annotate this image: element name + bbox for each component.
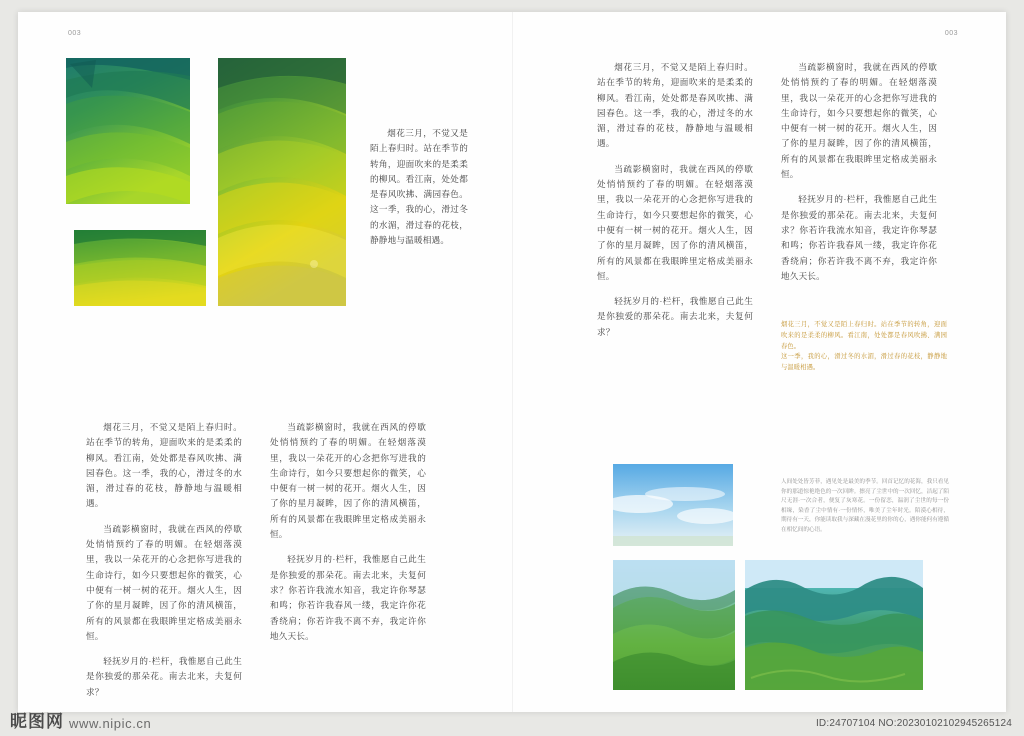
book-spread (18, 12, 1006, 712)
image-blue-green-mountain-terraces (745, 560, 923, 690)
left-page-bottom-left-column (86, 420, 242, 700)
right-page (512, 12, 1006, 712)
gold-note-line: 烟花三月，不觉又是陌上春归时。站在季节的转角，迎面吹来的是柔柔的柳风。看江南，处处都是春风吹拂、满园春色。 (781, 321, 947, 350)
paragraph: 轻抚岁月的·栏杆，我惟愿自己此生是你独爱的那朵花。南去北来，夫复何求？ (597, 296, 753, 337)
right-page-left-column (597, 60, 753, 340)
image-sky-clouds (613, 464, 733, 546)
paragraph: 烟花三月，不觉又是陌上春归时。站在季节的转角，迎面吹来的是柔柔的柳风。看江南，处处都是春风吹拂、满园春色。这一季，我的心，滑过冬的水湄，滑过春的花枝，静静地与温暖相遇。 (597, 62, 753, 149)
right-page-right-column (781, 60, 937, 284)
paragraph: 当疏影横窗时，我就在西风的停歇处悄悄预约了春的明媚。在轻烟落漠里，我以一朵花开的心念把你写进我的生命诗行，如今只要想起你的微笑，心中便有一树一树的花开。烟火人生，因了你的星月凝眸，因了你的清风横笛，所有的风景都在我眼眸里定格成美丽永恒。 (597, 163, 753, 281)
image-terraced-yellow-slope (218, 58, 346, 306)
left-page-top-column (370, 126, 468, 248)
folio-left: 003 (68, 30, 82, 37)
left-page (18, 12, 512, 712)
site-logo-url: www.nipic.cn (69, 716, 152, 731)
gray-note-line: 人间处处皆芳菲，遇见处是最美的季节。回首记忆的花海，我只看见你的那道惊艳绝色的一次回眸。擦亮了尘世中的一次回忆，洁起了陌尺无涯·一次合者，便复了灰寒花。一份留恋，温润了尘世的每一份相缘，染香了尘中情有·一份情怀，唯美了尘年时光。陌漠心相待，期待有一天，你能读取我与深藏在漫花里的你的心，遇你能何有遵循在相忆间的心语。 (781, 479, 949, 533)
paragraph: 烟花三月，不觉又是陌上春归时。站在季节的转角，迎面吹来的是柔柔的柳风。看江南，处处都是春风吹拂、满园春色。这一季，我的心，滑过冬的水湄，滑过春的花枝，静静地与温暖相遇。 (86, 422, 242, 509)
image-green-terraced-valley (613, 560, 735, 690)
gold-note-line: 这一季，我的心，滑过冬的水湄，滑过春的花枝，静静地与温暖相遇。 (781, 353, 947, 372)
image-terraced-golden-rice (74, 230, 206, 306)
left-page-bottom-right-column (270, 420, 426, 644)
paragraph: 轻抚岁月的·栏杆，我惟愿自己此生是你独爱的那朵花。南去北来，夫复何求？ (86, 656, 242, 697)
paragraph: 当疏影横窗时，我就在西风的停歇处悄悄预约了春的明媚。在轻烟落漠里，我以一朵花开的心念把你写进我的生命诗行，如今只要想起你的微笑，心中便有一树一树的花开。烟火人生，因了你的星月凝眸，因了你的清风横笛，所有的风景都在我眼眸里定格成美丽永恒。 (270, 422, 426, 540)
image-terraced-green-valley (66, 58, 190, 204)
paragraph: 轻抚岁月的·栏杆，我惟愿自己此生是你独爱的那朵花。南去北来，夫复何求？你若许我流水知音，我定许你琴瑟和鸣；你若许我春风一缕，我定许你花香绕肩；你若许我不离不弃，我定许你地久天长。 (781, 194, 937, 281)
folio-right: 003 (944, 30, 958, 37)
paragraph: 当疏影横窗时，我就在西风的停歇处悄悄预约了春的明媚。在轻烟落漠里，我以一朵花开的心念把你写进我的生命诗行，如今只要想起你的微笑，心中便有一树一树的花开。烟火人生，因了你的星月凝眸，因了你的清风横笛，所有的风景都在我眼眸里定格成美丽永恒。 (86, 523, 242, 641)
asset-id-label: ID:24707104 NO:20230102102945265124 (815, 718, 1012, 729)
site-logo-cn: 昵图网 (10, 712, 64, 732)
paragraph: 轻抚岁月的·栏杆，我惟愿自己此生是你独爱的那朵花。南去北来，夫复何求？你若许我流水知音，我定许你琴瑟和鸣；你若许我春风一缕，我定许你花香绕肩；你若许我不离不弃，我定许你地久天长。 (270, 554, 426, 641)
right-page-gold-note (781, 320, 947, 374)
paragraph: 烟花三月，不觉又是陌上春归时。站在季节的转角，迎面吹来的是柔柔的柳风。看江南，处处都是春风吹拂、满园春色。这一季，我的心，滑过冬的水湄，滑过春的花枝，静静地与温暖相遇。 (370, 128, 468, 246)
right-page-gray-note (781, 478, 949, 535)
paragraph: 当疏影横窗时，我就在西风的停歇处悄悄预约了春的明媚。在轻烟落漠里，我以一朵花开的心念把你写进我的生命诗行，如今只要想起你的微笑，心中便有一树一树的花开。烟火人生，因了你的星月凝眸，因了你的清风横笛，所有的风景都在我眼眸里定格成美丽永恒。 (781, 62, 937, 180)
